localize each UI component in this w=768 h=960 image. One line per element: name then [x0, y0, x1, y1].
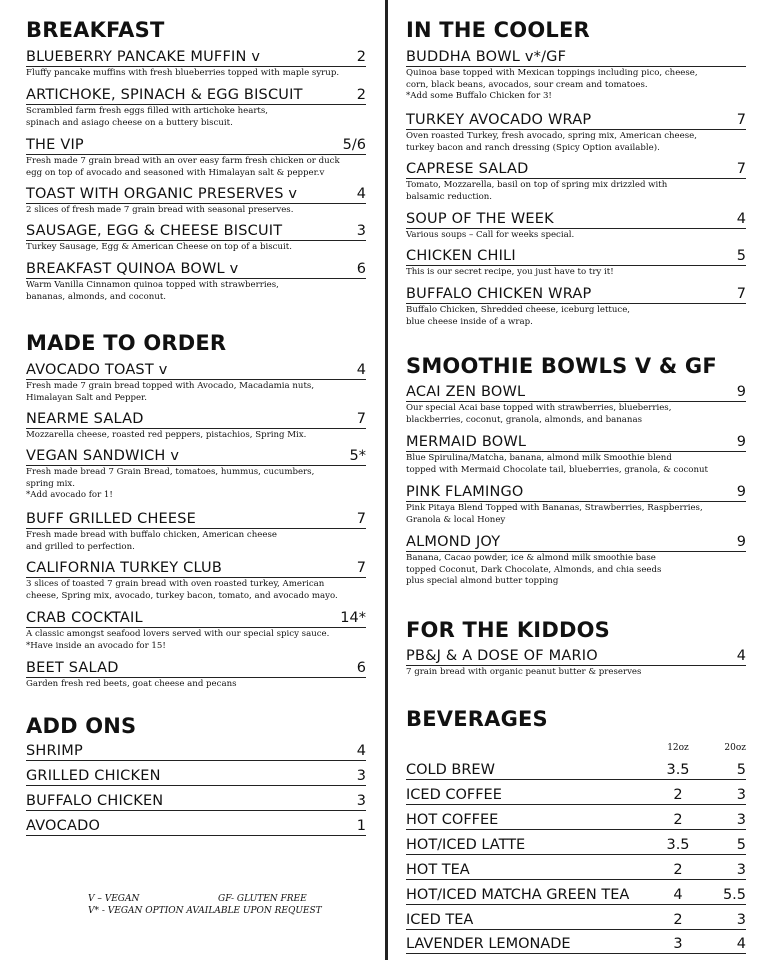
- item-price: 9: [736, 384, 746, 400]
- item-desc: Various soups – Call for weeks special.: [406, 230, 575, 240]
- addon-item: [26, 793, 366, 811]
- item-desc: 2 slices of fresh made 7 grain bread with seasonal preserves.: [26, 205, 294, 215]
- price-12oz: 3.5: [666, 837, 690, 853]
- menu-item: [26, 261, 366, 303]
- item-desc: Warm Vanilla Cinnamon quinoa topped with strawberries, bananas, almonds, and coconut.: [26, 280, 279, 302]
- legend-vegan: V – VEGAN: [88, 894, 140, 904]
- item-desc: Mozzarella cheese, roasted red peppers, pistachios, Spring Mix.: [26, 430, 307, 440]
- item-name: SOUP OF THE WEEK: [406, 211, 554, 227]
- item-price: 2: [356, 49, 366, 65]
- section-title-breakfast: BREAKFAST: [26, 18, 165, 42]
- price-12oz: 3.5: [666, 762, 690, 778]
- section-title-kiddos: FOR THE KIDDOS: [406, 618, 610, 642]
- price-20oz: 5: [736, 837, 746, 853]
- size-small-label: 12oz: [667, 743, 689, 753]
- item-desc: This is our secret recipe, you just have to try it!: [406, 267, 614, 277]
- item-desc: Fresh made 7 grain bread topped with Avocado, Macadamia nuts, Himalayan Salt and Pepper.: [26, 381, 315, 403]
- price-20oz: 5: [736, 762, 746, 778]
- menu-item: [26, 49, 366, 80]
- menu-item: [406, 648, 746, 679]
- item-desc: Our special Acai base topped with strawberries, blueberries, blackberries, coconut, granola, almonds, and bananas: [406, 403, 672, 425]
- item-price: 7: [356, 560, 366, 576]
- item-price: 4: [736, 648, 746, 664]
- item-desc: 3 slices of toasted 7 grain bread with oven roasted turkey, American cheese, Spring mix, avocado, turkey bacon, tomato, and avocado mayo.: [26, 579, 338, 601]
- item-name: CHICKEN CHILI: [406, 248, 516, 264]
- item-name: BUDDHA BOWL v*/GF: [406, 49, 567, 65]
- menu-item: [26, 223, 366, 254]
- beverage-name: HOT/ICED LATTE: [406, 837, 526, 853]
- item-price: 7: [356, 511, 366, 527]
- item-name: BEET SALAD: [26, 660, 119, 676]
- beverage-name: LAVENDER LEMONADE: [406, 936, 571, 952]
- size-header: [406, 743, 746, 753]
- menu-item: [406, 211, 746, 242]
- price-12oz: 3: [673, 936, 683, 952]
- menu-item: [406, 49, 746, 103]
- menu-item: [26, 448, 366, 502]
- item-desc: Garden fresh red beets, goat cheese and pecans: [26, 679, 237, 689]
- item-price: 5: [736, 248, 746, 264]
- menu-item: [26, 411, 366, 442]
- beverage-row: [406, 912, 746, 930]
- item-desc: Fresh made bread with buffalo chicken, American cheese and grilled to perfection.: [26, 530, 277, 552]
- price-20oz: 3: [736, 787, 746, 803]
- price-20oz: 3: [736, 812, 746, 828]
- item-name: PINK FLAMINGO: [406, 484, 524, 500]
- item-price: 4: [356, 743, 366, 759]
- item-name: SHRIMP: [26, 743, 83, 759]
- price-12oz: 4: [673, 887, 683, 903]
- item-price: 7: [736, 286, 746, 302]
- item-price: 4: [356, 362, 366, 378]
- menu-item: [26, 137, 366, 179]
- item-name: PB&J & A DOSE OF MARIO: [406, 648, 598, 664]
- item-desc: Turkey Sausage, Egg & American Cheese on top of a biscuit.: [26, 242, 292, 252]
- legend-vegan-option: V* - VEGAN OPTION AVAILABLE UPON REQUEST: [88, 906, 322, 916]
- price-12oz: 2: [673, 787, 683, 803]
- item-desc: Fresh made bread 7 Grain Bread, tomatoes, hummus, cucumbers, spring mix. *Add avocado for 1!: [26, 467, 315, 500]
- item-price: 7: [356, 411, 366, 427]
- item-name: GRILLED CHICKEN: [26, 768, 161, 784]
- item-name: CRAB COCKTAIL: [26, 610, 143, 626]
- beverage-row: [406, 812, 746, 830]
- item-price: 6: [356, 261, 366, 277]
- beverage-name: HOT/ICED MATCHA GREEN TEA: [406, 887, 630, 903]
- menu-item: [406, 248, 746, 279]
- item-name: CAPRESE SALAD: [406, 161, 529, 177]
- menu-item: [406, 112, 746, 154]
- beverage-row: [406, 787, 746, 805]
- item-price: 5/6: [342, 137, 366, 153]
- beverage-row: [406, 887, 746, 905]
- menu-item: [406, 434, 746, 476]
- item-price: 3: [356, 768, 366, 784]
- item-name: MERMAID BOWL: [406, 434, 527, 450]
- beverage-name: COLD BREW: [406, 762, 495, 778]
- menu-item: [406, 286, 746, 328]
- item-name: AVOCADO: [26, 818, 101, 834]
- addon-item: [26, 743, 366, 761]
- item-name: ACAI ZEN BOWL: [406, 384, 526, 400]
- beverage-name: HOT TEA: [406, 862, 470, 878]
- section-title-smoothie-bowls: SMOOTHIE BOWLS V & GF: [406, 354, 717, 378]
- section-title-add-ons: ADD ONS: [26, 714, 137, 738]
- menu-item: [26, 560, 366, 602]
- item-price: 4: [356, 186, 366, 202]
- price-20oz: 5.5: [722, 887, 746, 903]
- item-desc: Fresh made 7 grain bread with an over easy farm fresh chicken or duck egg on top of avocado and seasoned with Himalayan salt & pepper.v: [26, 156, 340, 178]
- menu-item: [26, 87, 366, 129]
- price-12oz: 2: [673, 862, 683, 878]
- item-name: AVOCADO TOAST v: [26, 362, 168, 378]
- item-price: 2: [356, 87, 366, 103]
- section-title-beverages: BEVERAGES: [406, 707, 548, 731]
- item-desc: Blue Spirulina/Matcha, banana, almond milk Smoothie blend topped with Mermaid Chocolate tail, blueberries, granola, & coconut: [406, 453, 709, 475]
- item-price: 9: [736, 534, 746, 550]
- item-desc: Banana, Cacao powder, ice & almond milk smoothie base topped Coconut, Dark Chocolate, Almonds, and chia seeds plus special almond butter topping: [406, 553, 662, 586]
- item-name: BUFF GRILLED CHEESE: [26, 511, 197, 527]
- price-12oz: 2: [673, 812, 683, 828]
- item-price: 7: [736, 161, 746, 177]
- item-price: 7: [736, 112, 746, 128]
- beverage-name: ICED TEA: [406, 912, 474, 928]
- item-name: BLUEBERRY PANCAKE MUFFIN v: [26, 49, 261, 65]
- beverage-row: [406, 837, 746, 855]
- item-name: ARTICHOKE, SPINACH & EGG BISCUIT: [26, 87, 303, 103]
- menu-item: [406, 484, 746, 526]
- legend-gluten-free: GF- GLUTEN FREE: [218, 894, 307, 904]
- item-desc: A classic amongst seafood lovers served with our special spicy sauce. *Have inside an avocado for 15!: [26, 629, 330, 651]
- item-desc: Fluffy pancake muffins with fresh blueberries topped with maple syrup.: [26, 68, 340, 78]
- beverage-row: [406, 862, 746, 880]
- menu-item: [26, 511, 366, 553]
- item-price: 3: [356, 793, 366, 809]
- item-name: ALMOND JOY: [406, 534, 501, 550]
- size-large-label: 20oz: [724, 743, 746, 753]
- menu-item: [406, 534, 746, 588]
- beverage-row: [406, 762, 746, 780]
- item-price: 6: [356, 660, 366, 676]
- item-price: 14*: [340, 610, 366, 626]
- beverage-row: [406, 936, 746, 954]
- item-name: TOAST WITH ORGANIC PRESERVES v: [26, 186, 298, 202]
- item-desc: Tomato, Mozzarella, basil on top of spring mix drizzled with balsamic reduction.: [406, 180, 668, 202]
- menu-item: [26, 610, 366, 652]
- addon-item: [26, 768, 366, 786]
- section-title-cooler: IN THE COOLER: [406, 18, 590, 42]
- addon-item: [26, 818, 366, 836]
- price-12oz: 2: [673, 912, 683, 928]
- item-price: 3: [356, 223, 366, 239]
- item-name: NEARME SALAD: [26, 411, 144, 427]
- item-price: 5*: [349, 448, 366, 464]
- menu-item: [406, 384, 746, 426]
- item-name: BREAKFAST QUINOA BOWL v: [26, 261, 239, 277]
- menu-item: [26, 660, 366, 691]
- beverage-name: ICED COFFEE: [406, 787, 502, 803]
- section-title-made-to-order: MADE TO ORDER: [26, 331, 227, 355]
- item-desc: Buffalo Chicken, Shredded cheese, iceburg lettuce, blue cheese inside of a wrap.: [406, 305, 631, 327]
- item-price: 1: [356, 818, 366, 834]
- item-name: SAUSAGE, EGG & CHEESE BISCUIT: [26, 223, 283, 239]
- item-name: BUFFALO CHICKEN: [26, 793, 164, 809]
- price-20oz: 3: [736, 912, 746, 928]
- item-desc: 7 grain bread with organic peanut butter & preserves: [406, 667, 642, 677]
- item-name: BUFFALO CHICKEN WRAP: [406, 286, 592, 302]
- item-name: VEGAN SANDWICH v: [26, 448, 180, 464]
- item-desc: Scrambled farm fresh eggs filled with artichoke hearts, spinach and asiago cheese on a buttery biscuit.: [26, 106, 269, 128]
- item-desc: Quinoa base topped with Mexican toppings including pico, cheese, corn, black beans, avocados, sour cream and tomatoes. *Add some Buffalo Chicken for 3!: [406, 68, 698, 101]
- menu-item: [26, 186, 366, 217]
- item-name: THE VIP: [26, 137, 84, 153]
- item-price: 9: [736, 484, 746, 500]
- menu-item: [26, 362, 366, 404]
- item-name: CALIFORNIA TURKEY CLUB: [26, 560, 223, 576]
- item-desc: Oven roasted Turkey, fresh avocado, spring mix, American cheese, turkey bacon and ranch dressing (Spicy Option available).: [406, 131, 697, 153]
- menu-item: [406, 161, 746, 203]
- price-20oz: 4: [736, 936, 746, 952]
- item-name: TURKEY AVOCADO WRAP: [406, 112, 592, 128]
- item-price: 9: [736, 434, 746, 450]
- item-desc: Pink Pitaya Blend Topped with Bananas, Strawberries, Raspberries, Granola & local Honey: [406, 503, 703, 525]
- price-20oz: 3: [736, 862, 746, 878]
- column-divider: [385, 0, 388, 960]
- beverage-name: HOT COFFEE: [406, 812, 499, 828]
- item-price: 4: [736, 211, 746, 227]
